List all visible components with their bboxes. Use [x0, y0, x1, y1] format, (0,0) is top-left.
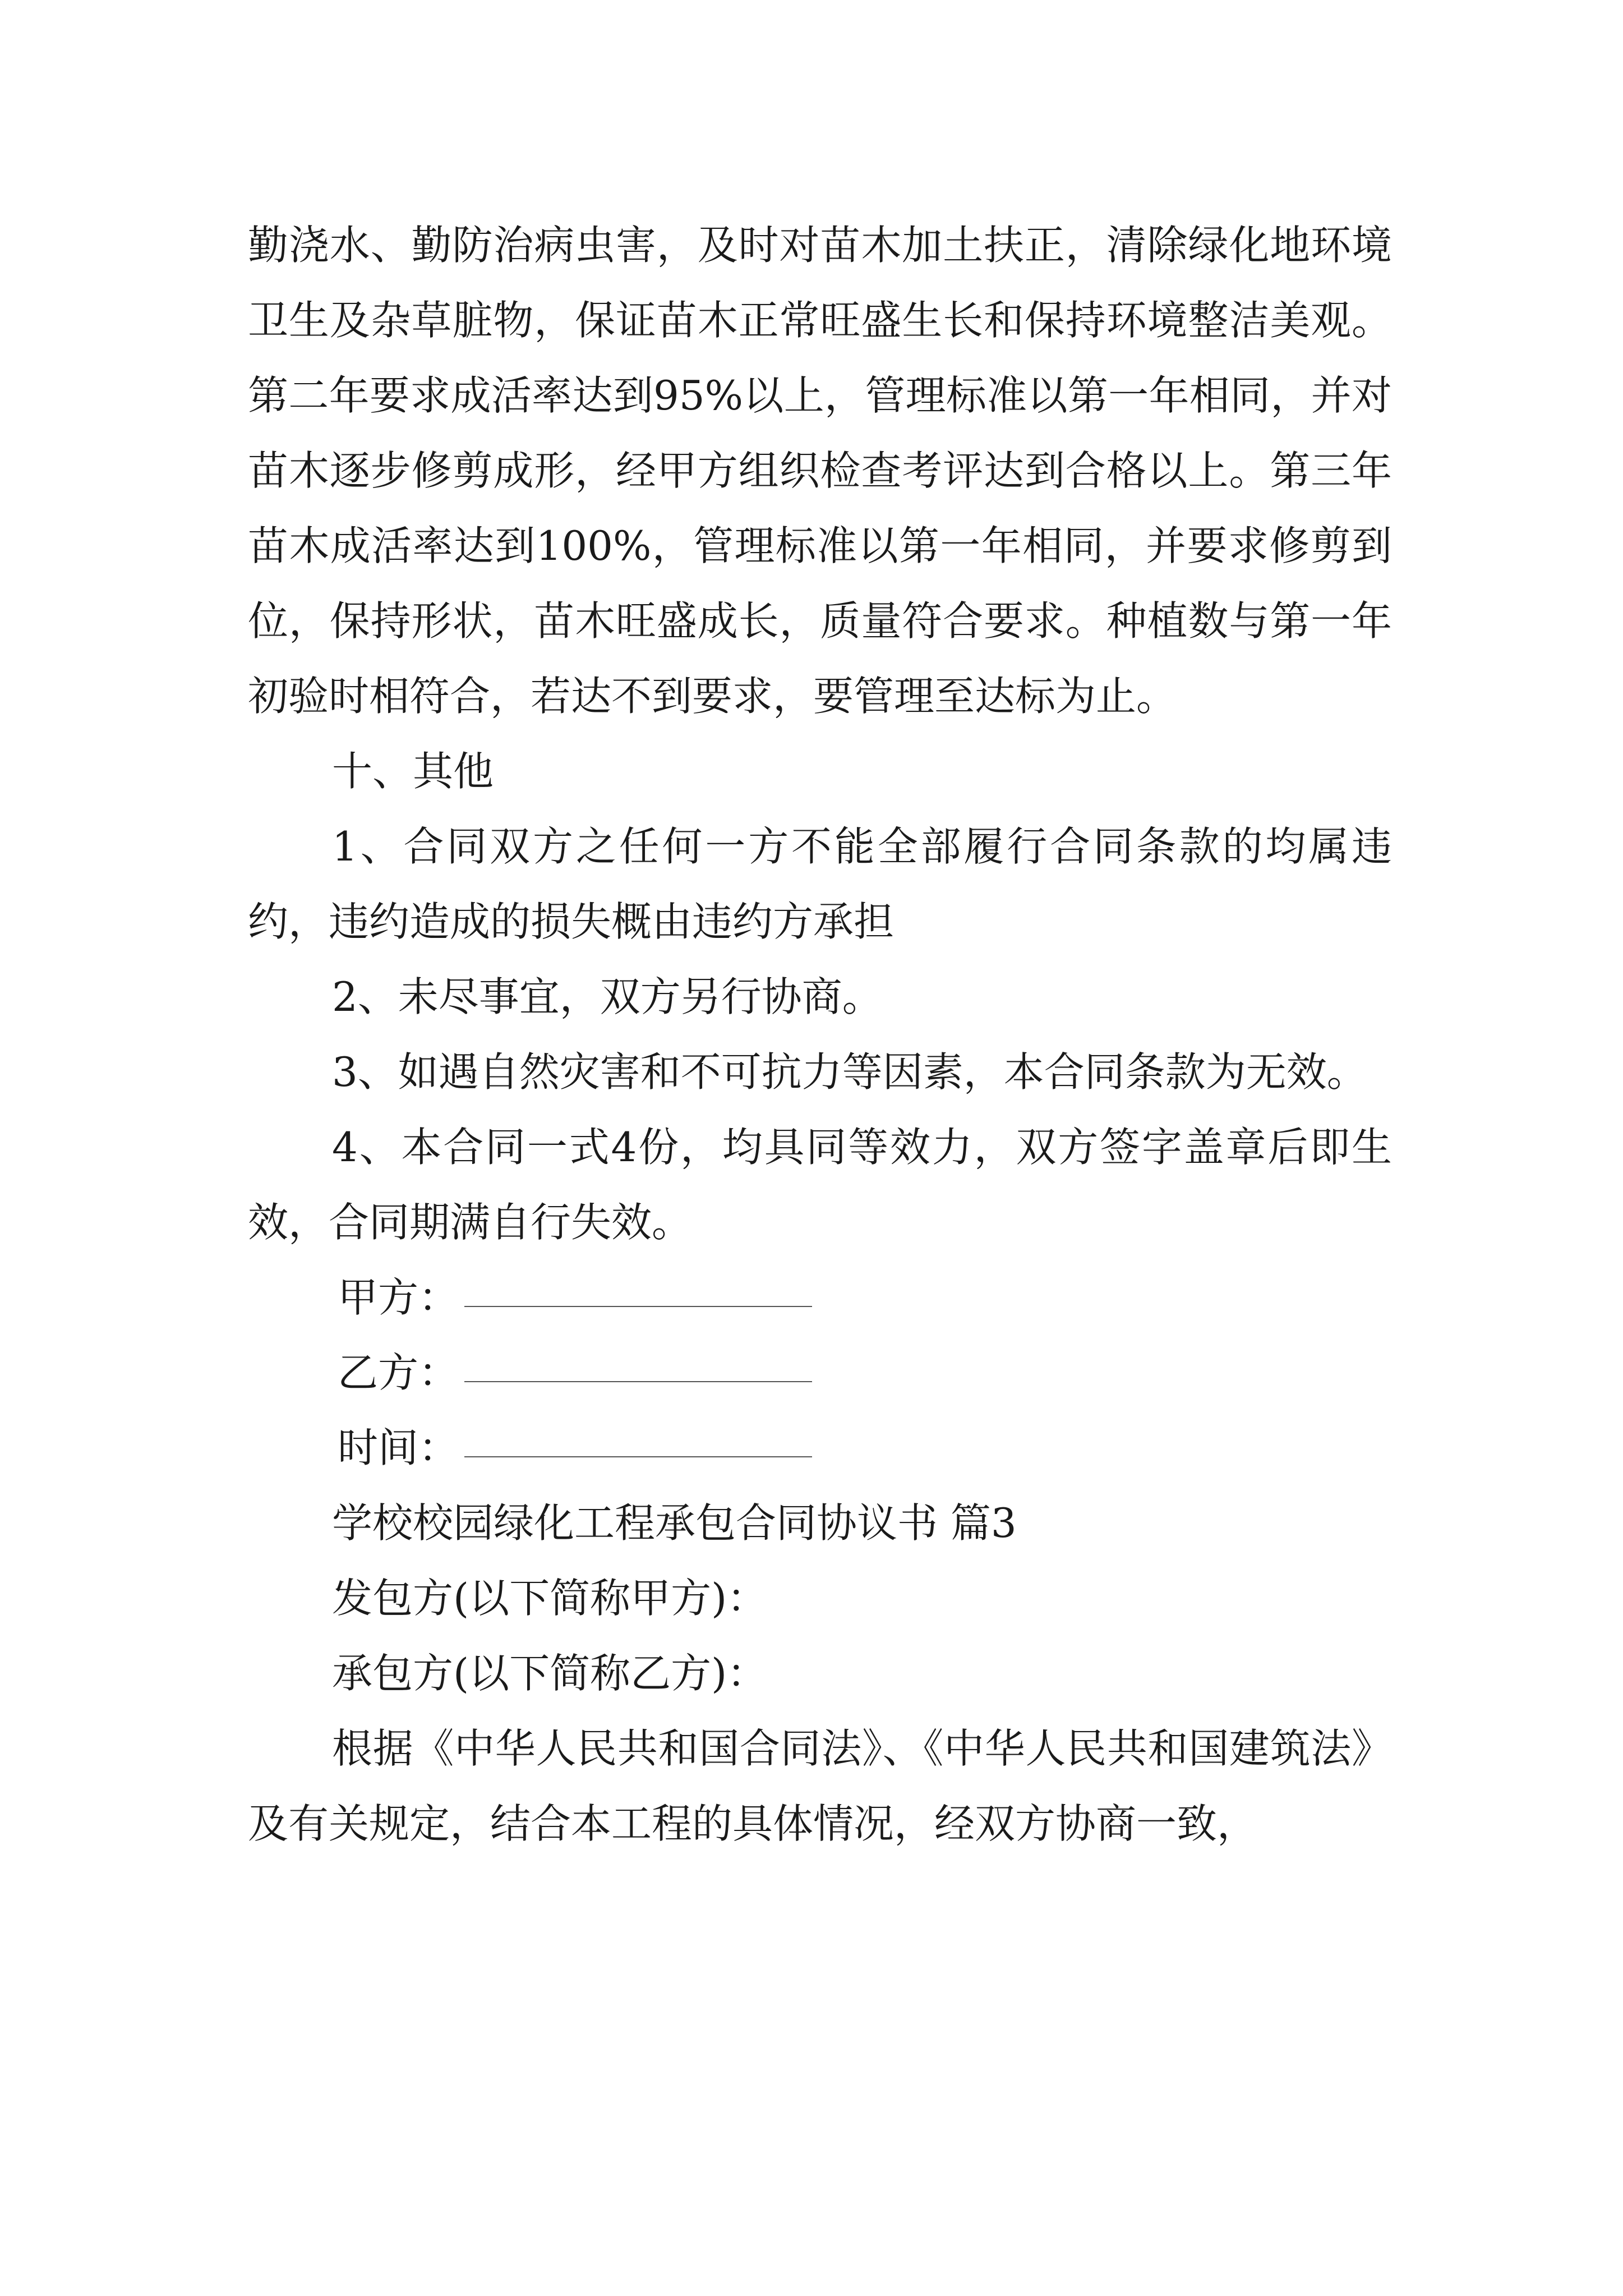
document-body — [248, 208, 1392, 1861]
party-a-label: 甲方： — [338, 1274, 459, 1321]
next-contract-title: 学校校园绿化工程承包合同协议书 篇3 — [332, 1499, 1017, 1547]
maintenance-paragraph: 勤浇水、勤防治病虫害，及时对苗木加土扶正，清除绿化地环境卫生及杂草脏物，保证苗木正常旺盛生长和保持环境整洁美观。第二年要求成活率达到95%以上，管理标准以第一年相同，并对苗木逐步修剪成形，经甲方组织检查考评达到合格以上。第三年苗木成活率达到100%，管理标准以第一年相同，并要求修剪到位，保持形状，苗木旺盛成长，质量符合要求。种植数与第一年初验时相符合，若达不到要求，要管理至达标为止。 — [248, 222, 1392, 720]
clause-3: 3、如遇自然灾害和不可抗力等因素，本合同条款为无效。 — [332, 1048, 1367, 1096]
party-a-signature-line — [464, 1305, 812, 1307]
issuer-line: 发包方(以下简称甲方)： — [332, 1575, 768, 1622]
clause-4: 4、本合同一式4份，均具同等效力，双方签字盖章后即生效，合同期满自行失效。 — [248, 1124, 1392, 1246]
clause-2: 2、未尽事宜，双方另行协商。 — [332, 973, 883, 1020]
signature-party-b — [248, 1335, 1392, 1410]
clause-1: 1、合同双方之任何一方不能全部履行合同条款的均属违约，违约造成的损失概由违约方承担 — [248, 823, 1392, 945]
date-label: 时间： — [338, 1424, 459, 1471]
signature-party-a — [248, 1260, 1392, 1335]
party-b-label: 乙方： — [338, 1349, 459, 1396]
date-signature-line — [464, 1455, 812, 1457]
section-heading-other: 十、其他 — [332, 748, 494, 795]
party-b-signature-line — [464, 1380, 812, 1382]
contractor-line: 承包方(以下简称乙方)： — [332, 1650, 768, 1697]
basis-paragraph: 根据《中华人民共和国合同法》、《中华人民共和国建筑法》及有关规定，结合本工程的具体情况，经双方协商一致， — [248, 1725, 1392, 1847]
signature-date — [248, 1410, 1392, 1485]
